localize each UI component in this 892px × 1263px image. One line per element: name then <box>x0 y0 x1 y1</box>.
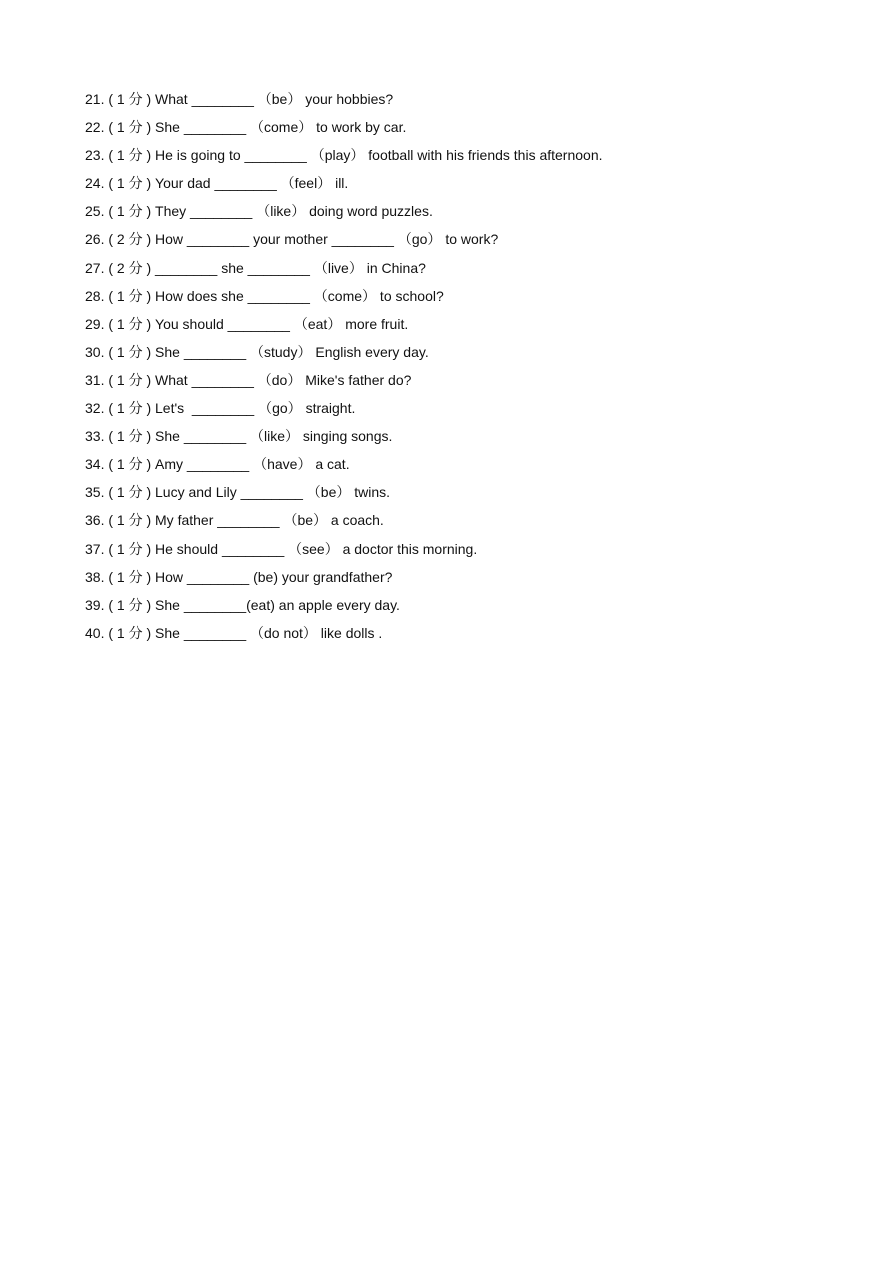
question-item: 34. ( 1 分 ) Amy ________ （have） a cat. <box>85 456 350 473</box>
question-item: 36. ( 1 分 ) My father ________ （be） a coach. <box>85 512 384 529</box>
question-item: 31. ( 1 分 ) What ________ （do） Mike's father do? <box>85 371 412 388</box>
question-item: 26. ( 2 分 ) How ________ your mother ________ （go） to work? <box>85 231 499 248</box>
question-item: 27. ( 2 分 ) ________ she ________ （live） in China? <box>85 259 426 276</box>
question-item: 37. ( 1 分 ) He should ________ （see） a doctor this morning. <box>85 540 478 557</box>
question-item: 33. ( 1 分 ) She ________ （like） singing songs. <box>85 428 393 445</box>
question-item: 28. ( 1 分 ) How does she ________ （come） to school? <box>85 287 444 304</box>
question-item: 38. ( 1 分 ) How ________ (be) your grandfather? <box>85 568 393 585</box>
question-item: 23. ( 1 分 ) He is going to ________ （play） football with his friends this afternoon. <box>85 147 603 164</box>
question-item: 29. ( 1 分 ) You should ________ （eat） more fruit. <box>85 315 409 332</box>
question-item: 30. ( 1 分 ) She ________ （study） English every day. <box>85 343 429 360</box>
question-list <box>85 87 603 649</box>
question-item: 32. ( 1 分 ) Let's ________ （go） straight. <box>85 400 356 417</box>
question-item: 35. ( 1 分 ) Lucy and Lily ________ （be） twins. <box>85 484 391 501</box>
question-item: 24. ( 1 分 ) Your dad ________ （feel） ill. <box>85 175 349 192</box>
question-item: 39. ( 1 分 ) She ________(eat) an apple every day. <box>85 596 400 613</box>
question-item: 25. ( 1 分 ) They ________ （like） doing word puzzles. <box>85 203 433 220</box>
question-item: 40. ( 1 分 ) She ________ （do not） like dolls . <box>85 624 383 641</box>
question-item: 22. ( 1 分 ) She ________ （come） to work by car. <box>85 119 407 136</box>
question-item: 21. ( 1 分 ) What ________ （be） your hobbies? <box>85 91 394 107</box>
